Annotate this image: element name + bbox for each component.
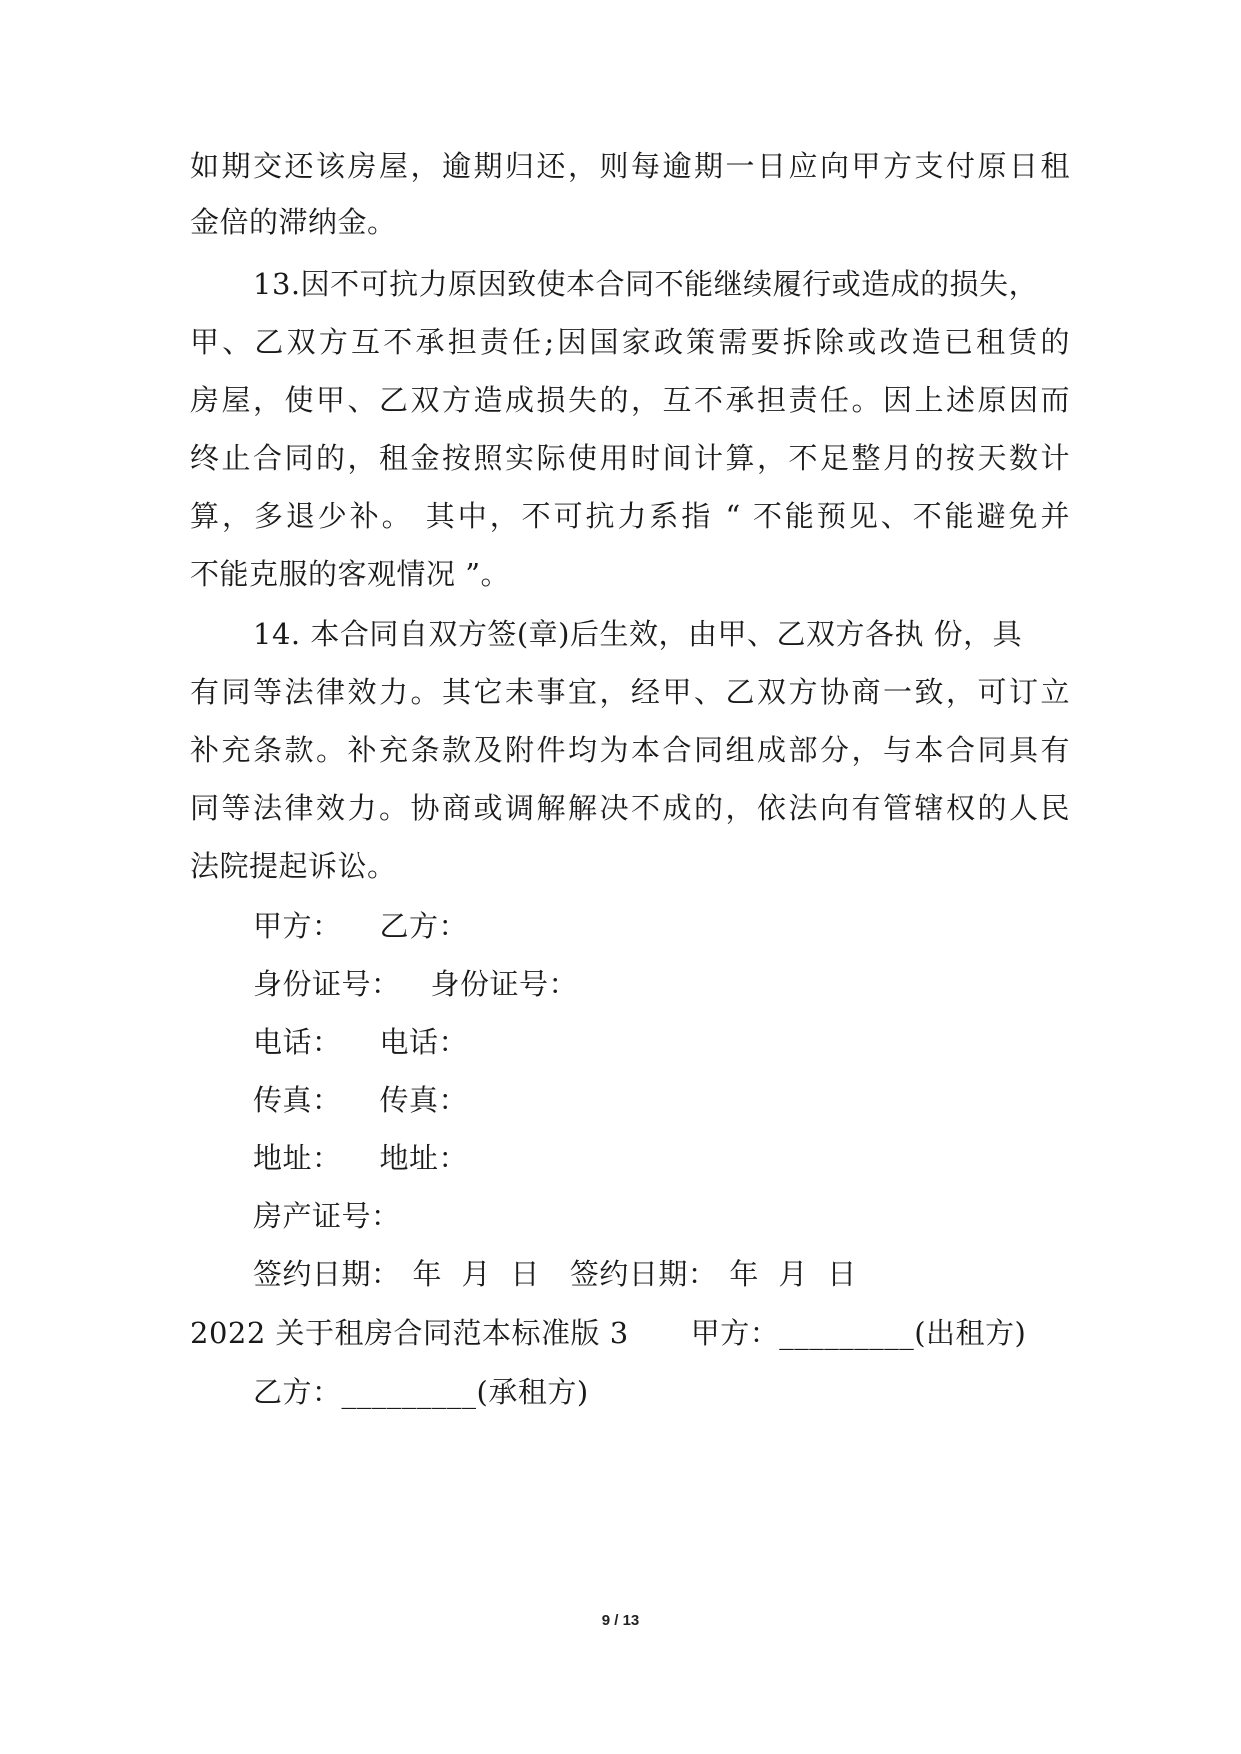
date-a-ymd: 年 月 日 — [412, 1257, 540, 1291]
signature-fax-row — [253, 1080, 468, 1120]
party-a-lessor-line: 甲方：_________(出租方) — [690, 1316, 1027, 1350]
next-contract-title-row — [190, 1313, 1026, 1353]
next-contract-title: 2022 关于租房合同范本标准版 3 — [190, 1316, 629, 1350]
party-b-lessee-line: 乙方：_________(承租方) — [253, 1375, 589, 1409]
date-b-ymd: 年 月 日 — [729, 1257, 857, 1291]
paragraph-line: 有同等法律效力。其它未事宜，经甲、乙双方协商一致，可订立 — [190, 675, 1070, 709]
fax-a-label: 传真： — [253, 1083, 342, 1117]
date-a-label: 签约日期： — [253, 1257, 401, 1291]
paragraph-line: 法院提起诉讼。 — [190, 849, 397, 883]
clause-13-line: 13.因不可抗力原因致使本合同不能继续履行或造成的损失， — [253, 267, 1039, 301]
paragraph-line: 同等法律效力。协商或调解解决不成的，依法向有管辖权的人民 — [190, 791, 1070, 825]
signature-phone-row — [253, 1022, 468, 1062]
paragraph-line: 终止合同的，租金按照实际使用时间计算，不足整月的按天数计 — [190, 441, 1070, 475]
paragraph-line: 如期交还该房屋，逾期归还，则每逾期一日应向甲方支付原日租 — [190, 149, 1070, 183]
clause-14-line: 14. 本合同自双方签(章)后生效，由甲、乙双方各执 份，具 — [253, 617, 1023, 651]
paragraph-line: 房屋，使甲、乙双方造成损失的，互不承担责任。因上述原因而 — [190, 383, 1070, 417]
id-b-label: 身份证号： — [430, 967, 579, 1001]
paragraph-line: 不能克服的客观情况 ”。 — [190, 557, 511, 591]
paragraph-line: 补充条款。补充条款及附件均为本合同组成部分，与本合同具有 — [190, 733, 1070, 767]
address-a-label: 地址： — [253, 1141, 342, 1175]
paragraph-line: 甲、乙双方互不承担责任;因国家政策需要拆除或改造已租赁的 — [190, 325, 1070, 359]
signature-id-row — [253, 964, 578, 1004]
property-cert-label: 房产证号： — [253, 1199, 401, 1233]
signature-party-row — [253, 906, 468, 946]
signature-address-row — [253, 1138, 468, 1178]
phone-a-label: 电话： — [253, 1025, 342, 1059]
phone-b-label: 电话： — [379, 1025, 469, 1059]
paragraph-line: 金倍的滞纳金。 — [190, 205, 397, 239]
party-b-label: 乙方： — [379, 909, 469, 943]
fax-b-label: 传真： — [379, 1083, 469, 1117]
paragraph-line: 算，多退少补。 其中，不可抗力系指 “ 不能预见、不能避免并 — [190, 499, 1070, 533]
signature-date-row — [253, 1254, 857, 1294]
page-number: 9 / 13 — [601, 1612, 640, 1629]
date-b-label: 签约日期： — [569, 1257, 718, 1291]
id-a-label: 身份证号： — [253, 967, 401, 1001]
address-b-label: 地址： — [379, 1141, 469, 1175]
party-a-label: 甲方： — [253, 909, 342, 943]
